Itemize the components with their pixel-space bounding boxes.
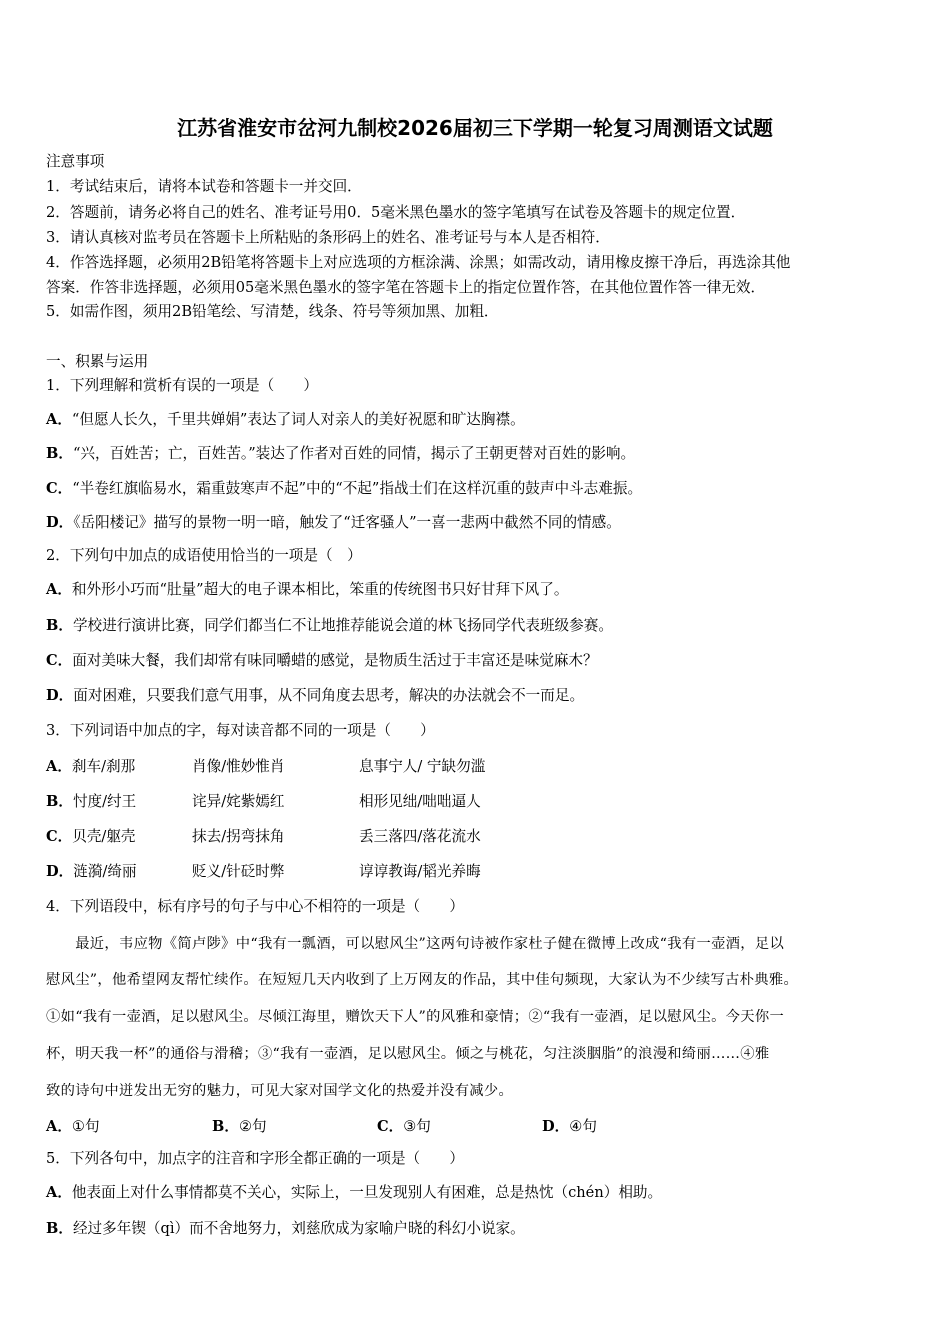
option-word-2: 抹去/拐弯抹角 [192, 828, 285, 845]
option-text: 《岳阳楼记》描写的景物一明一暗，触发了“迁客骚人”一喜一悲两中截然不同的情感。 [73, 514, 621, 531]
question-2-option-b [46, 616, 613, 636]
question-4-stem: 4．下列语段中，标有序号的句子与中心不相符的一项是（ ） [46, 898, 464, 915]
option-word-1: 涟漪/绮丽 [73, 863, 137, 880]
question-5-option-b [46, 1219, 525, 1239]
option-word-2: 诧异/姹紫嫣红 [192, 793, 285, 810]
passage-line-1: 最近，韦应物《简卢陟》中“我有一瓢酒，可以慰风尘”这两句诗被作家杜子健在微博上改成“我有一壶酒，足以 [46, 936, 785, 952]
notice-item-3: 3．请认真核对监考员在答题卡上所粘贴的条形码上的姓名、准考证号与本人是否相符． [46, 229, 610, 246]
question-1-option-d [46, 513, 621, 533]
option-text: “但愿人长久，千里共婵娟”表达了词人对亲人的美好祝愿和旷达胸襟。 [71, 411, 525, 428]
section-heading: 一、积累与运用 [46, 353, 149, 370]
notice-heading: 注意事项 [46, 153, 105, 170]
notice-item-1: 1．考试结束后，请将本试卷和答题卡一并交回． [46, 178, 362, 195]
option-label: B． [46, 1220, 73, 1237]
notice-item-4: 4．作答选择题，必须用2B铅笔将答题卡上对应选项的方框涂满、涂黑；如需改动，请用橡皮擦干净后，再选涂其他 [46, 254, 791, 271]
option-label: C． [46, 480, 73, 497]
option-label: B． [46, 445, 73, 462]
question-4-option-b [212, 1115, 267, 1136]
option-word-3: 相形见绌/咄咄逼人 [359, 793, 481, 810]
option-word-2: 贬义/针砭时弊 [192, 863, 285, 880]
option-label: B． [46, 617, 73, 634]
option-text: ①句 [71, 1118, 100, 1135]
notice-item-4-continued: 答案．作答非选择题，必须用05毫米黑色墨水的签字笔在答题卡上的指定位置作答，在其他位置作答一律无效． [46, 279, 766, 296]
option-label: A． [46, 581, 72, 598]
option-label: A． [46, 1118, 72, 1135]
question-5-stem: 5．下列各句中，加点字的注音和字形全都正确的一项是（ ） [46, 1150, 464, 1167]
passage-line-5: 致的诗句中迸发出无穷的魅力，可见大家对国学文化的热爱并没有减少。 [46, 1083, 514, 1099]
option-text: 面对美味大餐，我们却常有味同嚼蜡的感觉，是物质生活过于丰富还是味觉麻木？ [72, 652, 598, 669]
option-text: 他表面上对什么事情都莫不关心，实际上，一旦发现别人有困难，总是热忱（chén）相助。 [71, 1184, 663, 1201]
option-label: C． [377, 1118, 404, 1135]
option-label: C． [46, 652, 73, 669]
option-label: D． [46, 863, 74, 880]
option-label: C． [46, 828, 73, 845]
option-text: ③句 [403, 1118, 431, 1135]
option-label: A． [46, 758, 72, 775]
passage-line-4: 杯，明天我一杯”的通俗与滑稽；③“我有一壶酒，足以慰风尘。倾之与桃花，匀注淡胭脂”的浪漫和绮丽……④雅 [46, 1046, 770, 1062]
option-text: “兴，百姓苦；亡，百姓苦。”装达了作者对百姓的同情，揭示了王朝更替对百姓的影响。 [72, 445, 636, 462]
passage-line-2: 慰风尘”，他希望网友帮忙续作。在短短几天内收到了上万网友的作品，其中佳句频现，大家认为不少续写古朴典雅。 [46, 972, 799, 988]
option-label: A． [46, 411, 72, 428]
question-2-option-d [46, 686, 584, 706]
notice-item-2: 2．答题前，请务必将自己的姓名、准考证号用0．5毫米黑色墨水的签字笔填写在试卷及答题卡的规定位置． [46, 204, 746, 221]
question-5-option-a [46, 1183, 662, 1203]
question-1-option-c [46, 479, 642, 499]
option-label: D． [46, 514, 74, 531]
question-1-option-b [46, 444, 635, 464]
option-word-1: 刹车/刹那 [71, 758, 136, 775]
notice-item-5: 5．如需作图，须用2B铅笔绘、写清楚，线条、符号等须加黑、加粗． [46, 303, 499, 320]
option-word-2: 肖像/惟妙惟肖 [192, 758, 285, 775]
question-3-stem: 3．下列词语中加点的字，每对读音都不同的一项是（ ） [46, 722, 435, 739]
question-4-option-a [46, 1115, 100, 1136]
page-title: 江苏省淮安市岔河九制校2026届初三下学期一轮复习周测语文试题 [177, 116, 773, 140]
option-text: 经过多年锲（qì）而不舍地努力，刘慈欣成为家喻户晓的科幻小说家。 [72, 1220, 525, 1237]
option-label: B． [212, 1118, 239, 1135]
option-label: D． [46, 687, 74, 704]
option-word-3: 丢三落四/落花流水 [359, 828, 481, 845]
option-word-3: 谆谆教诲/韬光养晦 [359, 863, 481, 880]
passage-line-3: ①如“我有一壶酒，足以慰风尘。尽倾江海里，赠饮天下人”的风雅和豪情；②“我有一壶酒，足以慰风尘。今天你一 [46, 1009, 785, 1025]
question-2-stem: 2．下列句中加点的成语使用恰当的一项是（ ） [46, 547, 362, 564]
option-text: 学校进行演讲比赛，同学们都当仁不让地推荐能说会道的林飞扬同学代表班级参赛。 [72, 617, 613, 634]
question-1-option-a [46, 410, 525, 430]
option-word-3: 息事宁人/ 宁缺勿滥 [359, 758, 486, 775]
question-2-option-a [46, 580, 568, 600]
option-text: ②句 [238, 1118, 267, 1135]
question-2-option-c [46, 651, 598, 671]
option-text: “半卷红旗临易水，霜重鼓寒声不起”中的“不起”指战士们在这样沉重的鼓声中斗志难振。 [72, 480, 643, 497]
option-word-1: 忖度/纣王 [72, 793, 137, 810]
question-1-stem: 1．下列理解和赏析有误的一项是（ ） [46, 377, 318, 394]
option-text: 和外形小巧而“肚量”超大的电子课本相比，笨重的传统图书只好甘拜下风了。 [71, 581, 569, 598]
option-label: A． [46, 1184, 72, 1201]
option-label: D． [542, 1118, 570, 1135]
option-text: ④句 [569, 1118, 597, 1135]
question-4-option-c [377, 1115, 431, 1136]
option-text: 面对困难，只要我们意气用事，从不同角度去思考，解决的办法就会不一而足。 [73, 687, 585, 704]
question-4-option-d [542, 1115, 597, 1136]
option-label: B． [46, 793, 73, 810]
option-word-1: 贝壳/躯壳 [72, 828, 136, 845]
